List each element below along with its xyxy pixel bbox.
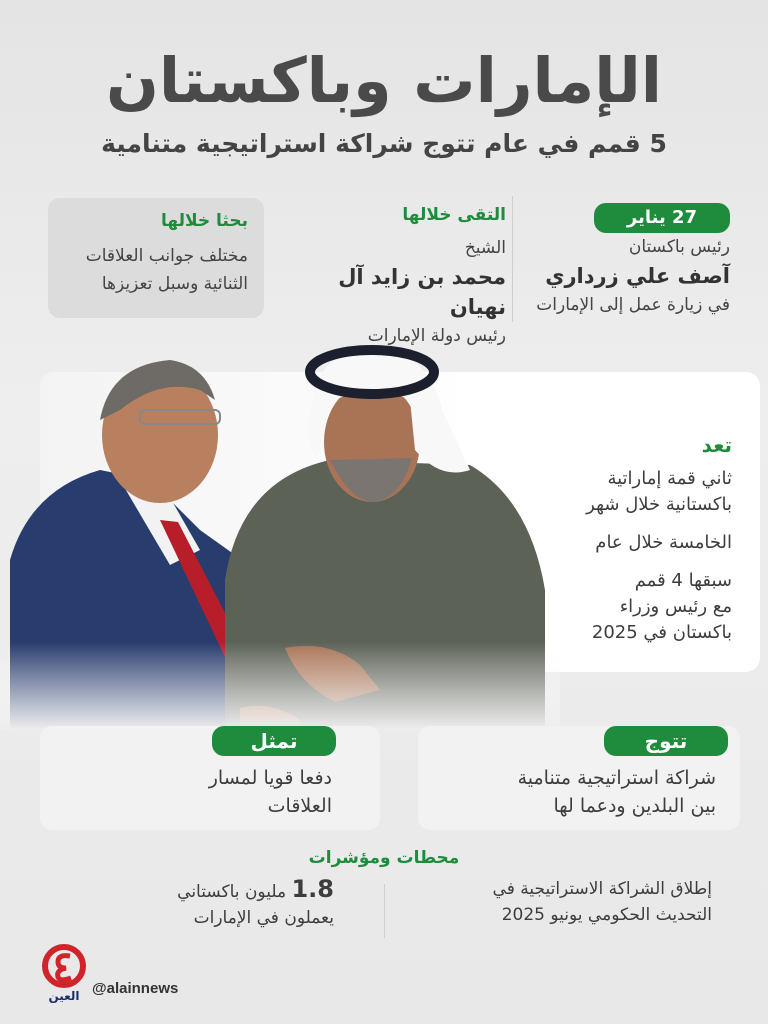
visit-line3: في زيارة عمل إلى الإمارات bbox=[536, 295, 730, 315]
met-column bbox=[286, 198, 506, 350]
workers-text: مليون باكستاني bbox=[177, 882, 287, 902]
indicator-partnership-line1: إطلاق الشراكة الاستراتيجية في bbox=[492, 879, 712, 899]
stats-para3-line3: باكستان في 2025 bbox=[591, 622, 732, 643]
divider-2 bbox=[384, 884, 385, 938]
met-line1: الشيخ bbox=[464, 238, 506, 258]
stats-para3 bbox=[522, 568, 732, 646]
svg-text:العين: العين bbox=[48, 989, 80, 1003]
page-subtitle: 5 قمم في عام تتوج شراكة استراتيجية متنامية bbox=[101, 129, 667, 158]
discussed-heading: بحثا خلالها bbox=[160, 211, 248, 231]
stats-heading: تعد bbox=[701, 433, 732, 457]
indicators-heading: محطات ومؤشرات bbox=[308, 848, 460, 868]
divider-1 bbox=[512, 196, 513, 322]
stats-para1 bbox=[522, 466, 732, 518]
visit-line1: رئيس باكستان bbox=[628, 237, 730, 257]
indicator-workers-line2: يعملون في الإمارات bbox=[193, 908, 334, 928]
crowns-line2: بين البلدين ودعما لها bbox=[553, 795, 716, 817]
discussed-box bbox=[48, 198, 264, 318]
footer bbox=[40, 944, 240, 1008]
represents-badge: تمثل bbox=[212, 726, 336, 756]
stats-para3-line1: سبقها 4 قمم bbox=[634, 570, 732, 591]
indicator-partnership-line2: التحديث الحكومي يونيو 2025 bbox=[501, 905, 712, 925]
leaders-photo bbox=[0, 330, 560, 730]
crowns-line1: شراكة استراتيجية متنامية bbox=[517, 767, 716, 789]
represents-body bbox=[209, 764, 332, 820]
crowns-card bbox=[418, 726, 740, 830]
crowns-body bbox=[518, 764, 716, 820]
stats-panel bbox=[522, 428, 732, 658]
met-name: محمد بن زايد آل نهيان bbox=[338, 265, 506, 319]
represents-line1: دفعا قويا لمسار bbox=[208, 767, 332, 789]
social-handle: @alainnews bbox=[92, 980, 179, 997]
stats-para3-line2: مع رئيس وزراء bbox=[619, 596, 732, 617]
met-heading: التقى خلالها bbox=[402, 205, 506, 225]
indicator-workers-line1 bbox=[34, 876, 334, 905]
crowns-badge: تتوج bbox=[604, 726, 728, 756]
stats-para2-line1: الخامسة خلال عام bbox=[595, 532, 732, 553]
visit-column bbox=[530, 198, 730, 319]
stats-para1-line1: ثاني قمة إماراتية bbox=[607, 468, 732, 489]
workers-number: 1.8 bbox=[291, 875, 334, 903]
indicator-partnership bbox=[412, 876, 712, 928]
indicator-workers bbox=[34, 876, 334, 931]
al-ain-logo-icon bbox=[40, 944, 88, 1008]
visit-name: آصف علي زرداري bbox=[545, 264, 730, 288]
stats-para2 bbox=[522, 530, 732, 556]
discussed-line1: مختلف جوانب العلاقات bbox=[85, 246, 248, 266]
page-title: الإمارات وباكستان bbox=[105, 44, 663, 117]
date-badge: 27 يناير bbox=[594, 203, 730, 233]
represents-card bbox=[40, 726, 380, 830]
represents-line2: العلاقات bbox=[267, 795, 332, 817]
stats-para1-line2: باكستانية خلال شهر bbox=[586, 494, 732, 515]
discussed-line2: الثنائية وسبل تعزيزها bbox=[101, 274, 248, 294]
